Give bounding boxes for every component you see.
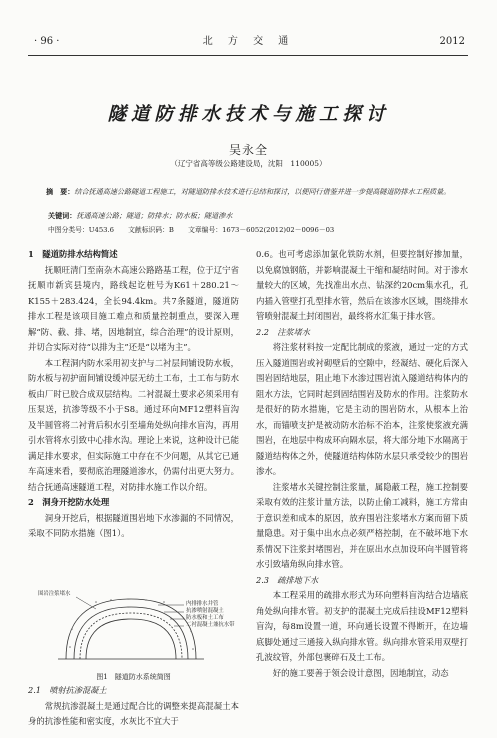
right-column [256,247,468,681]
lining-label: 二衬混凝土兼抗水带 [186,622,235,628]
section-1-paragraph-2: 本工程洞内防水采用初支护与二衬层间铺设防水板，防水板与初护面间铺设缓冲层无纺土工布，土工布与防水板由厂时已胶合成双层结构。二衬混凝土要求必须采用有压泵送，抗渗等级不小于S8。通过环向MF12塑料盲沟及半圆管将二衬背后积水引至墙角处纵向排水盲沟，再用引水管将水引致中心排水沟。理论上来说，这种设计已能满足排水要求，但实际施工中存在不少问题，从其它已通车高速来看，要彻底治理隧道渗水，仍需付出更大努力。结合抚通高速隧道工程，对防排水施工作以介绍。 [28,357,239,492]
section-1-heading: 1 隧道防排水结构简述 [28,249,118,259]
journal-year: 2012 [439,36,465,47]
keywords-text: 抚通高速公路；隧道；防排水；防水板；隧道渗水 [76,211,233,220]
section-2-1-heading: 2.1 喷射抗渗混凝土 [28,685,107,695]
section-2-2-paragraph-2: 注浆堵水关键控制注浆量，属隐蔽工程，施工控制要采取有效的注浆计量方法，以防止偷工减料，施工方常由于意识差和成本的原因，放弃围岩注浆堵水方案而留下质量隐患。对于集中出水点必须严格控制，在不破坏地下水系情况下注浆封堵围岩，并在原出水点加设环向半圆管将水引致墙角纵向排水管。 [256,481,468,569]
drain-pipe-label: 内排排水井管 [186,601,219,607]
article-title: 隧道防排水技术与施工探讨 [107,104,390,125]
figure-1-diagram [36,589,236,663]
section-2-3-heading: 2.3 疏排地下水 [256,574,319,585]
keywords [48,211,232,221]
keywords-label: 关键词： [48,211,77,220]
header-rule [28,55,468,56]
section-2-1-paragraph: 常规抗渗混凝土是通过配合比的调整来提高混凝土本身的抗渗性能和密实度，水灰比不宜大于 [28,700,239,726]
page-number: · 96 · [34,36,60,47]
shotcrete-layer [74,607,188,659]
clc-number: 中图分类号：U453.6 [48,226,114,234]
author-affiliation: （辽宁省高等级公路建设局，沈阳 110005） [170,159,327,168]
section-2-paragraph-1: 洞身开挖后，根据隧道围岩地下水渗漏的不同情况，采取不同防水措施（图1）。 [28,512,239,538]
section-2-3-paragraph-1: 本工程采用的疏排水形式为环向塑料盲沟结合边墙底角处纵向排水管。初支护的混凝土完成后挂设MF12塑料盲沟，每8m设置一道，环向通长设置不得断开，在边墙底脚处通过三通接入纵向排水管。纵向排水管采用双壁打孔波纹管，外部包裹碎石及土工布。 [256,590,468,662]
section-2-2-heading: 2.2 注浆堵水 [256,326,310,337]
author-name: 吴永全 [228,143,268,157]
grouting-label: 围岩注浆堵水 [38,591,71,597]
section-1-paragraph-1: 抚顺旺清门至南杂木高速公路路基工程，位于辽宁省抚顺市新宾县境内，路线起讫桩号为K61＋280.21～K155＋283.424，全长94.4km。共7条隧道，隧道防排水工程是该项目施工难点和质量控制重点，要深入理解“防、截、排、堵，因地制宜，综合治理”的设计原则，并切合实际对待“以排为主”还是“以堵为主”。 [28,264,239,352]
secondary-lining [86,619,176,659]
document-code: 文献标识码：B [128,226,174,234]
membrane-label: 防水板和土工布 [186,615,224,621]
abstract-text: 结合抚通高速公路隧道工程施工，对隧道防排水技术进行总结和探讨，以便同行借鉴并进一步提高隧道防排水工程质量。 [74,187,451,196]
figure-1-caption: 图1 隧道防水系统简图 [96,673,171,681]
abstract-label: 摘 要： [46,187,75,196]
outer-rock-boundary [66,599,196,659]
abstract [46,186,454,199]
left-column-bottom [28,683,239,730]
left-leader-line [76,597,96,609]
left-column [28,247,239,542]
classification-line [48,225,346,235]
section-2-2-paragraph-1: 将注浆材料按一定配比制成的浆液，通过一定的方式压入隧道围岩或衬砌壁后的空隙中，经凝结、硬化后深入围岩固结地层，阻止地下水渗过围岩流入隧道结构体内的阻水方法，它同时起到固结围岩及防水的作用。注浆防水是很好的防水措施，它是主动的围岩防水，从根本上治水，而锚喷支护是被动防水治标不治本，注浆使浆液充满围岩，在地层中构成环向隔水层，将大部分地下水隔离于隧道结构体之外，使隧道结构体防水层只承受较少的围岩渗水。 [256,342,468,476]
section-2-heading: 2 洞身开挖防水处理 [28,497,110,507]
article-number: 文章编号：1673－6052(2012)02－0096－03 [188,226,335,234]
section-2-3-paragraph-2: 好的施工要善于领会设计意图，因地制宜，动态 [272,667,449,678]
shotcrete-label: 抗渗喷射混凝土 [186,608,224,614]
journal-name: 北 方 交 通 [202,36,295,47]
waterproof-membrane [80,613,182,659]
continued-paragraph: 0.6。也可考虑添加氯化铁防水剂，但要控制好掺加量，以免腐蚀钢筋，并影响混凝土干缩和凝结时间。对于渗水量较大的区域，先找准出水点、钻深约20cm集水孔，孔内插入管壁打孔型排水管，然后在该渗水区域，围绕排水管喷射混凝土封闭围岩，最终将水汇集于排水管。 [256,249,468,321]
